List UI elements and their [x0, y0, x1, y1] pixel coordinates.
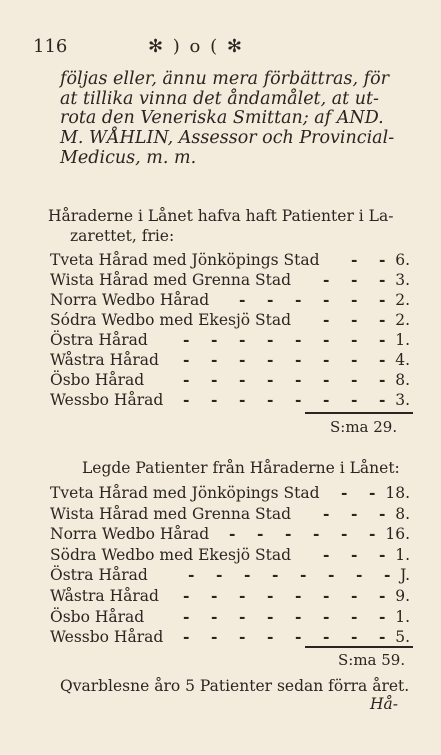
leader-dash: -	[295, 370, 302, 389]
patient-count: 1.	[395, 607, 410, 626]
leader-dash: -	[257, 524, 264, 544]
leader-dash: -	[384, 565, 391, 585]
leader-dash: -	[379, 330, 386, 349]
district-name: Tveta Hårad med Jönköpings Stad	[50, 484, 320, 502]
leader-dash: -	[379, 270, 386, 289]
leader-dash: -	[211, 586, 218, 605]
leader-dash: -	[285, 524, 292, 544]
section1-sum: S:ma 29.	[330, 418, 398, 436]
patient-count: 3.	[395, 391, 410, 409]
sum-rule	[305, 646, 413, 648]
section1-heading-line: zarettet, frie:	[70, 227, 175, 245]
district-name: Östra Hårad	[50, 566, 148, 585]
patient-count: J.	[400, 566, 410, 585]
leader-dash: -	[351, 390, 358, 409]
patient-count: 5.	[395, 628, 410, 647]
leader-dash: -	[369, 524, 376, 544]
leader-dash: -	[211, 330, 218, 349]
leader-dash: -	[295, 606, 302, 626]
leader-dash: -	[369, 483, 376, 502]
leader-dash: -	[351, 270, 358, 289]
section2-heading: Legde Patienter från Håraderne i Lånet:	[82, 459, 400, 477]
leader-dash: -	[295, 350, 302, 369]
leader-dash: -	[267, 350, 274, 369]
table-row	[50, 270, 410, 290]
leader-dash: -	[295, 586, 302, 605]
district-name: Wista Hårad med Grenna Stad	[50, 271, 292, 289]
district-name: Wessbo Hårad	[50, 391, 164, 409]
leader-dash: -	[379, 390, 386, 409]
leader-dash: -	[379, 586, 386, 605]
leader-dash: -	[323, 330, 330, 349]
leader-dash: -	[300, 565, 307, 585]
intro-line: rota den Veneriska Smittan; af AND.	[60, 108, 384, 129]
leader-dash: -	[211, 390, 218, 409]
intro-line: följas eller, ännu mera förbättras, för	[60, 69, 389, 89]
leader-dash: -	[323, 503, 330, 523]
leader-dash: -	[239, 330, 246, 349]
table-row	[50, 627, 410, 647]
district-name: Sódra Wedbo med Ekesjö Stad	[50, 311, 292, 329]
leader-dash: -	[323, 390, 330, 409]
table-row	[50, 607, 410, 627]
patient-count: 1.	[395, 331, 410, 349]
leader-dash: -	[323, 606, 330, 626]
leader-dash: -	[379, 310, 386, 329]
leader-dash: -	[323, 627, 330, 647]
patient-count: 8.	[395, 504, 410, 523]
table-row	[50, 483, 410, 503]
leader-dash: -	[351, 627, 358, 647]
district-name: Wåstra Hårad	[50, 587, 159, 605]
page-number: 116	[33, 36, 68, 57]
footer-line: Qvarblesne åro 5 Patienter sedan förra året.	[60, 677, 410, 695]
district-name: Wåstra Hårad	[50, 351, 159, 369]
leader-dash: -	[295, 330, 302, 349]
leader-dash: -	[351, 310, 358, 329]
table-row	[50, 545, 410, 565]
table-row	[50, 390, 410, 410]
intro-line: Medicus, m. m.	[60, 147, 197, 168]
leader-dash: -	[267, 627, 274, 647]
table-row	[50, 250, 410, 270]
leader-dash: -	[351, 586, 358, 605]
patient-count: 6.	[395, 251, 410, 269]
catchword: Hå-	[370, 695, 398, 713]
patient-count: 4.	[395, 351, 410, 369]
leader-dash: -	[351, 370, 358, 389]
leader-dash: -	[323, 544, 330, 564]
leader-dash: -	[379, 503, 386, 523]
section2-sum: S:ma 59.	[338, 651, 406, 669]
patient-count: 16.	[385, 525, 410, 544]
leader-dash: -	[295, 390, 302, 409]
patient-count: 2.	[395, 311, 410, 329]
district-name: Norra Wedbo Hårad	[50, 525, 210, 544]
leader-dash: -	[323, 350, 330, 369]
leader-dash: -	[328, 565, 335, 585]
leader-dash: -	[351, 290, 358, 309]
leader-dash: -	[183, 350, 190, 369]
leader-dash: -	[379, 250, 386, 269]
leader-dash: -	[379, 370, 386, 389]
leader-dash: -	[244, 565, 251, 585]
leader-dash: -	[267, 390, 274, 409]
district-name: Wista Hårad med Grenna Stad	[50, 504, 292, 523]
table-row	[50, 350, 410, 370]
leader-dash: -	[239, 627, 246, 647]
intro-line: M. WÅHLIN, Assessor och Provincial-	[60, 128, 395, 149]
leader-dash: -	[323, 310, 330, 329]
leader-dash: -	[379, 627, 386, 647]
leader-dash: -	[267, 290, 274, 309]
intro-paragraph	[60, 70, 415, 169]
leader-dash: -	[351, 503, 358, 523]
leader-dash: -	[239, 606, 246, 626]
leader-dash: -	[229, 524, 236, 544]
leader-dash: -	[351, 250, 358, 269]
district-name: Ösbo Hårad	[50, 371, 145, 389]
leader-dash: -	[216, 565, 223, 585]
leader-dash: -	[211, 627, 218, 647]
leader-dash: -	[239, 350, 246, 369]
leader-dash: -	[267, 586, 274, 605]
leader-dash: -	[211, 350, 218, 369]
leader-dash: -	[267, 606, 274, 626]
patient-count: 1.	[395, 545, 410, 564]
table-row	[50, 524, 410, 544]
leader-dash: -	[323, 586, 330, 605]
leader-dash: -	[211, 606, 218, 626]
leader-dash: -	[183, 330, 190, 349]
patient-count: 2.	[395, 291, 410, 309]
intro-line: at tillika vinna det åndamålet, at ut-	[60, 88, 379, 109]
leader-dash: -	[183, 627, 190, 647]
table-row	[50, 370, 410, 390]
leader-dash: -	[351, 606, 358, 626]
patient-count: 9.	[395, 587, 410, 605]
table-row	[50, 310, 410, 330]
leader-dash: -	[183, 370, 190, 389]
district-name: Södra Wedbo med Ekesjö Stad	[50, 545, 292, 564]
section1-heading	[48, 206, 420, 246]
leader-dash: -	[295, 627, 302, 647]
table-row	[50, 290, 410, 310]
leader-dash: -	[313, 524, 320, 544]
leader-dash: -	[351, 544, 358, 564]
leader-dash: -	[239, 290, 246, 309]
leader-dash: -	[351, 350, 358, 369]
leader-dash: -	[351, 330, 358, 349]
leader-dash: -	[379, 544, 386, 564]
leader-dash: -	[341, 483, 348, 502]
leader-dash: -	[183, 586, 190, 605]
leader-dash: -	[188, 565, 195, 585]
patient-count: 3.	[395, 271, 410, 289]
leader-dash: -	[323, 290, 330, 309]
leader-dash: -	[239, 390, 246, 409]
leader-dash: -	[267, 370, 274, 389]
table-row	[50, 330, 410, 350]
leader-dash: -	[272, 565, 279, 585]
leader-dash: -	[267, 330, 274, 349]
leader-dash: -	[239, 370, 246, 389]
leader-dash: -	[341, 524, 348, 544]
leader-dash: -	[211, 370, 218, 389]
patient-count: 18.	[385, 484, 410, 502]
leader-dash: -	[323, 270, 330, 289]
leader-dash: -	[183, 390, 190, 409]
district-name: Ösbo Hårad	[50, 607, 145, 626]
leader-dash: -	[323, 370, 330, 389]
leader-dash: -	[239, 586, 246, 605]
table-row	[50, 586, 410, 606]
district-name: Wessbo Hårad	[50, 628, 164, 647]
leader-dash: -	[356, 565, 363, 585]
leader-dash: -	[183, 606, 190, 626]
leader-dash: -	[379, 606, 386, 626]
leader-dash: -	[295, 290, 302, 309]
table-row	[50, 565, 410, 585]
district-name: Norra Wedbo Hårad	[50, 291, 210, 309]
patient-count: 8.	[395, 371, 410, 389]
sum-rule	[305, 412, 413, 414]
section1-heading-line: Håraderne i Lånet hafva haft Patienter i La-	[48, 207, 394, 225]
table-row	[50, 504, 410, 524]
running-head-ornament: ✻ ) o ( ✻	[148, 36, 244, 57]
leader-dash: -	[379, 290, 386, 309]
district-name: Östra Hårad	[50, 331, 148, 349]
leader-dash: -	[379, 350, 386, 369]
district-name: Tveta Hårad med Jönköpings Stad	[50, 251, 320, 269]
